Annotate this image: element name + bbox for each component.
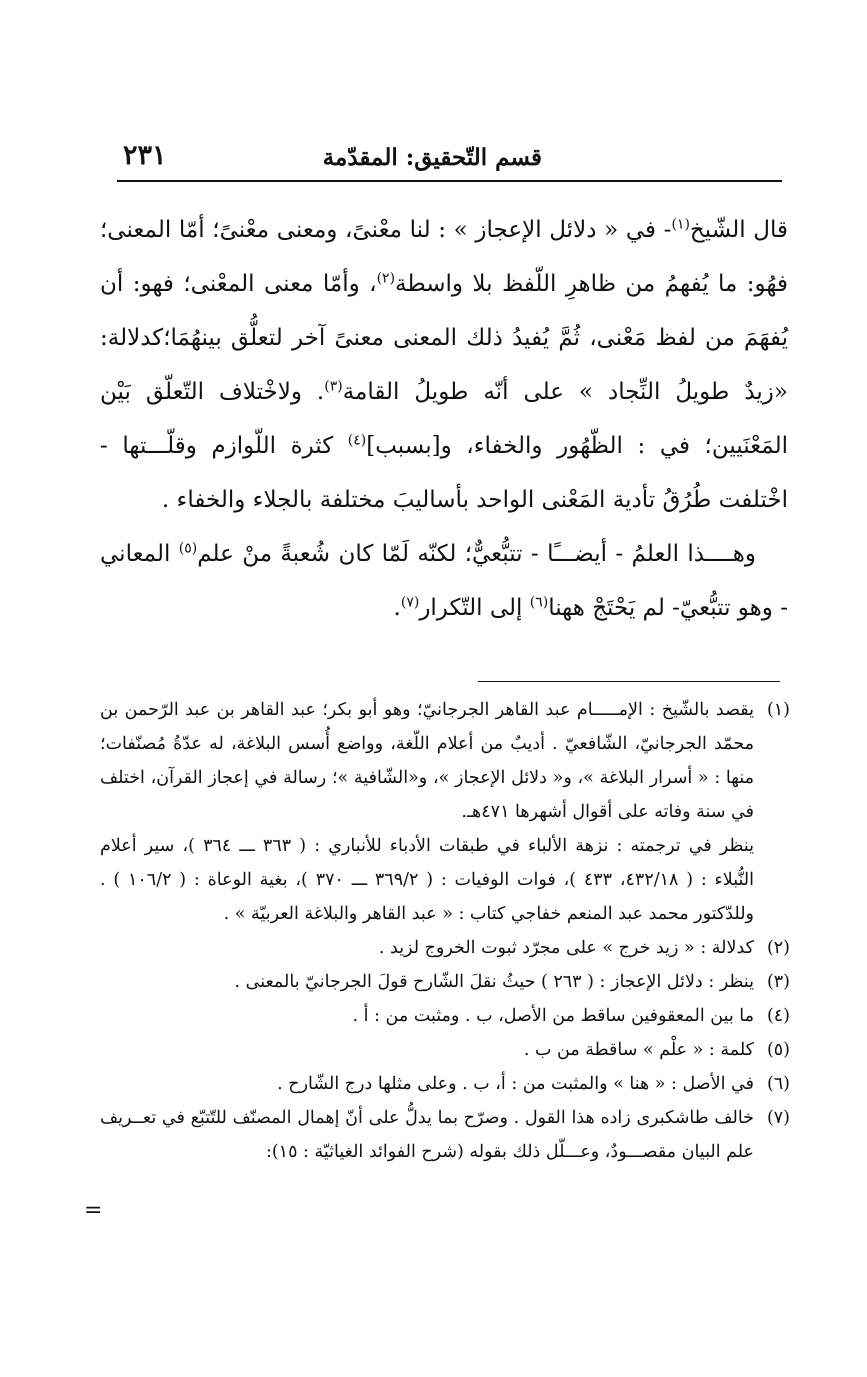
paragraph-1: [100, 203, 788, 527]
main-text: [100, 203, 788, 635]
footnote-text: يقصد بالشّيخ : الإمـــــام عبد القاهر الجرجانيّ؛ وهو أبو بكر؛ عبد القاهر بن عبد الرّحمن بن محمّد الجرجانيّ، الشّافعيّ . أديبٌ من أعلام اللّغة، وواضع أُسس البلاغة، له عدّةُ مُصنّفات؛ منها : « أسرار البلاغة »، و« دلائل الإعجاز »، و«الشّافية »؛ رسالة في إعجاز القرآن، اختلف في سنة وفاته على أقوال أشهرها ٤٧١هـ.: [100, 700, 754, 822]
footnote-separator: [478, 681, 780, 682]
text-run: قال الشّيخ: [689, 217, 788, 243]
footnote-text: خالف طاشكبرى زاده هذا القول . وصرّح بما يدلُّ على أنّ إهمال المصنّف للتّتبّع في تعــريف علم البيان مقصـــودٌ، وعـــلّل ذلك بقوله (شرح الفوائد الغياثيّة : ١٥):: [100, 1108, 754, 1162]
footnote: [100, 931, 790, 965]
footnote-ref: (٢): [376, 270, 396, 287]
footnote: [100, 1101, 790, 1169]
footnote-ref: (٦): [529, 594, 549, 611]
text-run: المعاني - وهو تتبُّعيّ- لم يَحْتَجْ ههنا: [100, 541, 788, 621]
continuation-mark: =: [84, 1198, 103, 1223]
footnote-number: (٣): [766, 972, 790, 992]
footnote-text: ينظر في ترجمته : نزهة الألباء في طبقات الأدباء للأنباري : ( ٣٦٣ ـــ ٣٦٤ )، سير أعلام النُّبلاء : ( ٤٣٢/١٨، ٤٣٣ )، فوات الوفيات : ( ٣٦٩/٢ ـــ ٣٧٠ )، بغية الوعاة : ( ١٠٦/٢ ) . وللدّكتور محمد عبد المنعم خفاجي كتاب : « عبد القاهر والبلاغة العربيّة » .: [100, 836, 754, 924]
text-run: .: [393, 595, 401, 621]
text-run: - في « دلائل الإعجاز » : لنا معْنىً، ومعنى معْنىً؛ أمّا المعنى؛ فهُو: ما يُفهمُ من ظاهرِ اللّفظ بلا واسطة: [100, 217, 788, 297]
text-run: وهــــذا العلمُ - أيضـــًا - تتبُّعيٌّ؛ لكنّه لَمّا كان شُعبةً منْ علم: [197, 541, 756, 567]
footnotes: [100, 693, 790, 1169]
text-run: . ولاخْتلاف التّعلّق بَيْن المَعْنَيين؛ في : الظّهُور والخفاء، و[بسبب]: [100, 379, 788, 459]
footnote-number: (٧): [766, 1108, 790, 1128]
footnote-ref: (٥): [178, 540, 198, 557]
footnote-number: (٤): [766, 1006, 790, 1026]
text-run: كثرة اللّوازم وقلّـــتها - اخْتلفت طُرُقُ تأدية المَعْنى الواحد بأساليبَ مختلفة بالجلاء والخفاء .: [100, 433, 788, 513]
footnote: [100, 829, 790, 931]
footnote-number: (٢): [766, 938, 790, 958]
running-header: [117, 140, 782, 182]
footnote: [100, 693, 790, 829]
footnote-ref: (٣): [324, 378, 343, 395]
text-run: إلى التّكرار: [419, 595, 530, 621]
footnote: [100, 1067, 790, 1101]
page-number: ٢٣١: [123, 140, 167, 171]
footnote: [100, 999, 790, 1033]
text-run: ، وأمّا معنى المعْنى؛ فهو: أن يُفهَمَ من لفظ مَعْنى، ثُمَّ يُفيدُ ذلك المعنى معنىً آخر لتعلُّق بينهُمَا؛كدلالة: «زيدٌ طويلُ النِّجاد » على أنّه طويلُ القامة: [100, 271, 788, 405]
footnote-number: (١): [766, 700, 790, 720]
footnote-text: في الأصل : « هنا » والمثبت من : أ، ب . وعلى مثلها درج الشّارح .: [277, 1074, 754, 1094]
footnote-text: ينظر : دلائل الإعجاز : ( ٢٦٣ ) حيثُ نقلَ الشّارح قولَ الجرجانيّ بالمعنى .: [234, 972, 754, 992]
paragraph-2: [100, 527, 788, 635]
header-title: قسم التّحقيق: المقدّمة: [322, 144, 542, 171]
footnote: [100, 965, 790, 999]
footnote-text: كلمة : « علْم » ساقطة من ب .: [523, 1040, 754, 1060]
footnote-ref: (١): [671, 216, 690, 233]
footnote-number: (٥): [766, 1040, 790, 1060]
footnote-text: ما بين المعقوفين ساقط من الأصل، ب . ومثبت من : أ .: [352, 1006, 754, 1026]
footnote-ref: (٤): [347, 432, 367, 449]
footnote: [100, 1033, 790, 1067]
footnote-ref: (٧): [400, 594, 420, 611]
footnote-text: كدلالة : « زيد خرج » على مجرّد ثبوت الخروج لزيد .: [378, 938, 754, 958]
footnote-number: (٦): [766, 1074, 790, 1094]
